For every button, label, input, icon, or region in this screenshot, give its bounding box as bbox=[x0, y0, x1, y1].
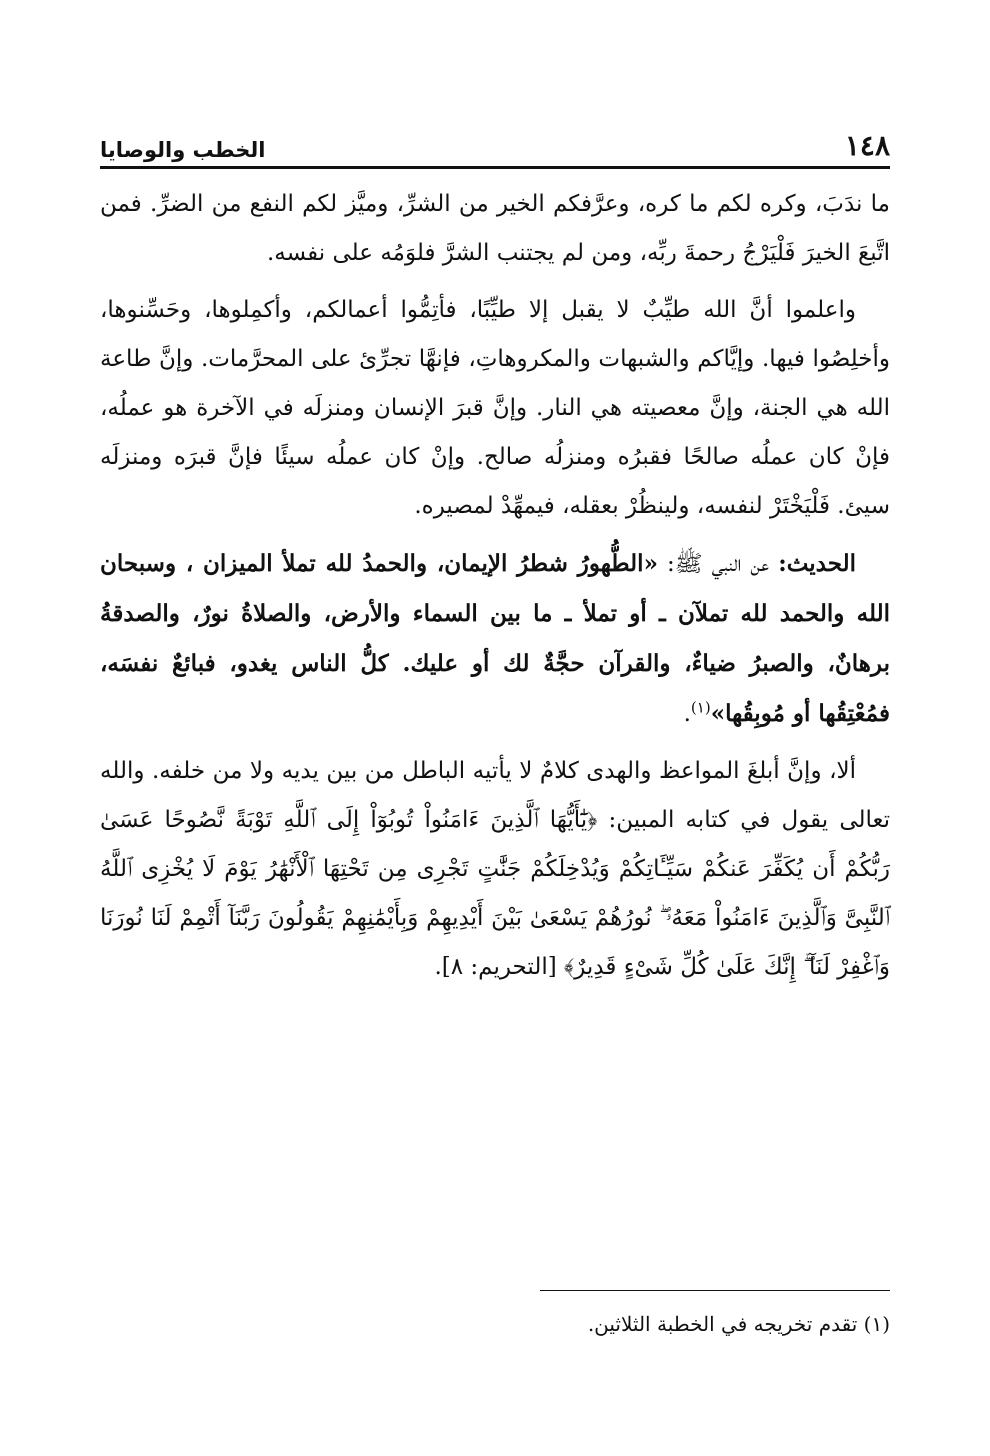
paragraph-hadith bbox=[100, 539, 890, 739]
footnote-rule bbox=[540, 1290, 890, 1291]
book-page bbox=[100, 0, 890, 1456]
paragraph-4 bbox=[100, 747, 890, 992]
quran-verse: ﴿يَٰٓأَيُّهَا ٱلَّذِينَ ءَامَنُواْ تُوبُوٓاْ إِلَى ٱللَّهِ تَوْبَةً نَّصُوحًا عَسَىٰ رَبُّكُمْ أَن يُكَفِّرَ عَنكُمْ سَيِّـَٔاتِكُمْ وَيُدْخِلَكُمْ جَنَّٰتٍ تَجْرِى مِن تَحْتِهَا ٱلْأَنْهَٰرُ يَوْمَ لَا يُخْزِى ٱللَّهُ ٱلنَّبِىَّ وَٱلَّذِينَ ءَامَنُواْ مَعَهُۥ ۖ نُورُهُمْ يَسْعَىٰ بَيْنَ أَيْدِيهِمْ وَبِأَيْمَٰنِهِمْ يَقُولُونَ رَبَّنَآ أَتْمِمْ لَنَا نُورَنَا وَٱغْفِرْ لَنَآ ۖ إِنَّكَ عَلَىٰ كُلِّ شَىْءٍ قَدِيرٌ﴾ bbox=[100, 807, 890, 980]
paragraph-2: واعلموا أنَّ الله طيِّبٌ لا يقبل إلا طيِّبًا، فأتِمُّوا أعمالكم، وأكمِلوها، وحَسِّنوها، وأخلِصُوا فيها. وإيَّاكم والشبهات والمكروهاتِ، فإنهَّا تجرِّئ على المحرَّمات. وإنَّ طاعة الله هي الجنة، وإنَّ معصيته هي النار. وإنَّ قبرَ الإنسان ومنزلَه في الآخرة هو عملُه، فإنْ كان عملُه صالحًا فقبرُه ومنزلُه صالح. وإنْ كان عملُه سيئًا فإنَّ قبرَه ومنزلَه سيئ. فَلْيَخْتَرْ لنفسه، ولينظُرْ بعقله، فيمهِّدْ لمصيره. bbox=[100, 297, 890, 519]
hadith-end: . bbox=[683, 701, 691, 727]
book-title: الخطب والوصايا bbox=[100, 138, 266, 162]
main-text bbox=[100, 180, 890, 1000]
page-number: ١٤٨ bbox=[844, 129, 890, 162]
page-header bbox=[100, 122, 890, 162]
hadith-text: «الطُّهورُ شطرُ الإيمان، والحمدُ لله تملأ الميزان ، وسبحان الله والحمد لله تملآن ـ أو تملأ ـ ما بين السماء والأرض، والصلاةُ نورٌ، والصدقةُ برهانٌ، والصبرُ ضياءٌ، والقرآن حجَّةٌ لك أو عليك. كلُّ الناس يغدو، فبائعٌ نفسَه، فمُعْتِقُها أو مُوبِقُها» bbox=[100, 550, 890, 727]
footnote-reference: (١) bbox=[690, 698, 711, 717]
hadith-label: الحديث: bbox=[778, 550, 856, 577]
hadith-intro: عن النبي ﷺ: bbox=[657, 551, 779, 577]
paragraph-1: ما ندَبَ، وكره لكم ما كره، وعرَّفكم الخير من الشرِّ، وميَّز لكم النفع من الضرِّ. فمن اتَّبعَ الخيرَ فَلْيَرْجُ رحمةَ ربِّه، ومن لم يجتنب الشرَّ فلوَمُه على نفسه. bbox=[100, 191, 890, 266]
header-rule bbox=[100, 166, 890, 169]
verse-citation: [التحريم: ٨]. bbox=[434, 954, 565, 980]
paragraph-4-text: ألا، وإنَّ أبلغَ المواعظ والهدى كلامٌ لا يأتيه الباطل من بين يديه ولا من خلفه. والله تعالى يقول في كتابه المبين: bbox=[100, 758, 891, 833]
footnote: (١) تقدم تخريجه في الخطبة الثلاثين. bbox=[587, 1312, 890, 1336]
